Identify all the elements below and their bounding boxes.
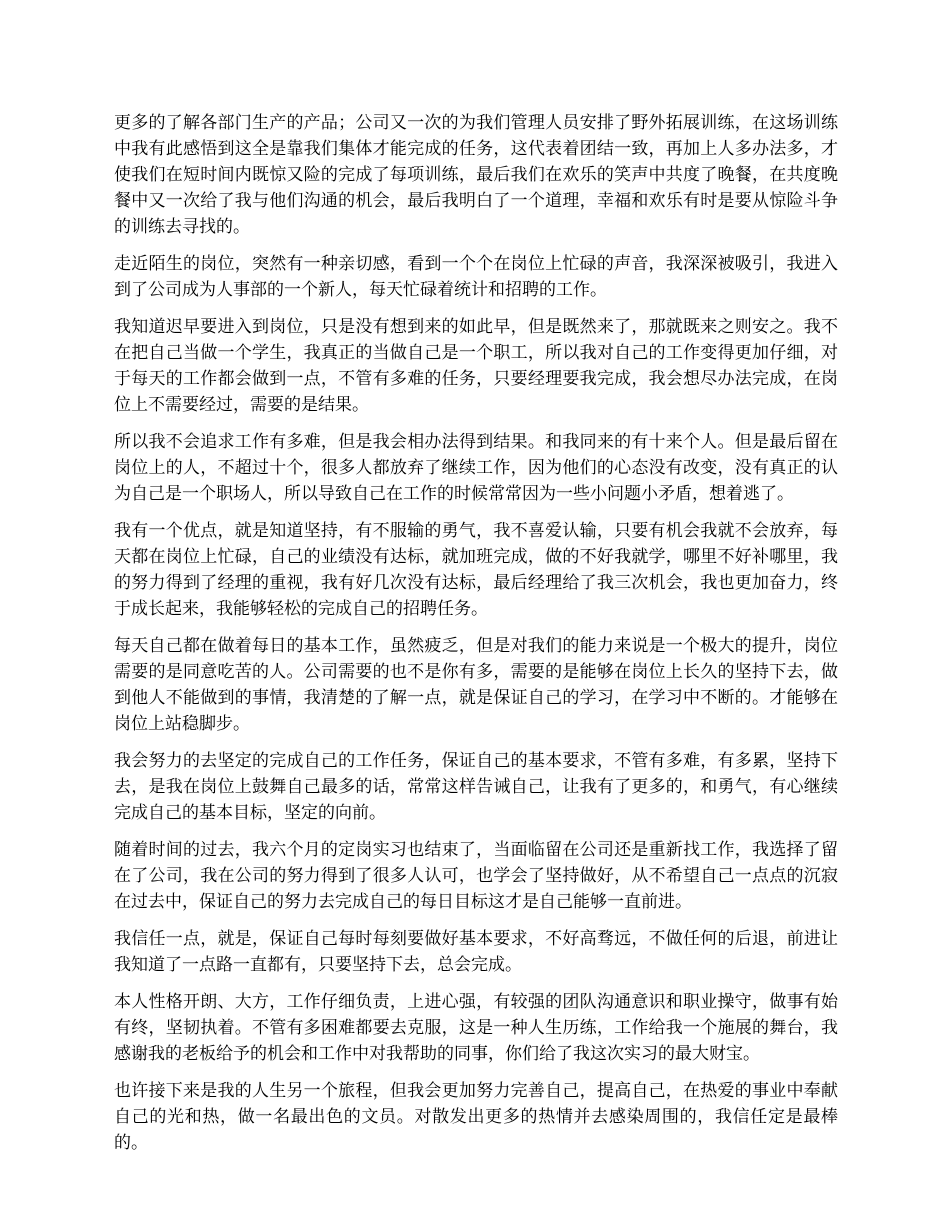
paragraph: 随着时间的过去，我六个月的定岗实习也结束了，当面临留在公司还是重新找工作，我选择了留在了公司，我在公司的努力得到了很多人认可，也学会了坚持做好，从不希望自己一点点的沉寂在过去中，保证自己的努力去完成自己的每日目标这才是自己能够一直前进。: [114, 840, 838, 912]
paragraph: 我知道迟早要进入到岗位，只是没有想到来的如此早，但是既然来了，那就既来之则安之。我不在把自己当做一个学生，我真正的当做自己是一个职工，所以我对自己的工作变得更加仔细，对于每天的工作都会做到一点，不管有多难的任务，只要经理要我完成，我会想尽办法完成，在岗位上不需要经过，需要的是结果。: [114, 317, 838, 415]
paragraph: 所以我不会追求工作有多难，但是我会相办法得到结果。和我同来的有十来个人。但是最后留在岗位上的人，不超过十个，很多人都放弃了继续工作，因为他们的心态没有改变，没有真正的认为自己是一个职场人，所以导致自己在工作的时候常常因为一些小问题小矛盾，想着逃了。: [114, 432, 838, 504]
paragraph: 本人性格开朗、大方，工作仔细负责，上进心强，有较强的团队沟通意识和职业操守，做事有始有终，坚韧执着。不管有多困难都要去克服，这是一种人生历练，工作给我一个施展的舞台，我感谢我的老板给予的机会和工作中对我帮助的同事，你们给了我这次实习的最大财宝。: [114, 992, 838, 1064]
paragraph: 我会努力的去坚定的完成自己的工作任务，保证自己的基本要求，不管有多难，有多累，坚持下去，是我在岗位上鼓舞自己最多的话，常常这样告诫自己，让我有了更多的，和勇气，有心继续完成自己的基本目标，坚定的向前。: [114, 751, 838, 823]
paragraph: 每天自己都在做着每日的基本工作，虽然疲乏，但是对我们的能力来说是一个极大的提升，岗位需要的是同意吃苦的人。公司需要的也不是你有多，需要的是能够在岗位上长久的坚持下去，做到他人不能做到的事情，我清楚的了解一点，就是保证自己的学习，在学习中不断的。才能够在岗位上站稳脚步。: [114, 636, 838, 734]
paragraph: 更多的了解各部门生产的产品；公司又一次的为我们管理人员安排了野外拓展训练，在这场训练中我有此感悟到这全是靠我们集体才能完成的任务，这代表着团结一致，再加上人多办法多，才使我们在短时间内既惊又险的完成了每项训练，最后我们在欢乐的笑声中共度了晚餐，在共度晚餐中又一次给了我与他们沟通的机会，最后我明白了一个道理，幸福和欢乐有时是要从惊险斗争的训练去寻找的。: [114, 113, 838, 237]
paragraph: 走近陌生的岗位，突然有一种亲切感，看到一个个在岗位上忙碌的声音，我深深被吸引，我进入到了公司成为人事部的一个新人，每天忙碌着统计和招聘的工作。: [114, 254, 838, 300]
paragraph: 也许接下来是我的人生另一个旅程，但我会更加努力完善自己，提高自己，在热爱的事业中奉献自己的光和热，做一名最出色的文员。对散发出更多的热情并去感染周围的，我信任定是最棒的。: [114, 1081, 838, 1153]
paragraph: 我有一个优点，就是知道坚持，有不服输的勇气，我不喜爱认输，只要有机会我就不会放弃，每天都在岗位上忙碌，自己的业绩没有达标，就加班完成，做的不好我就学，哪里不好补哪里，我的努力得到了经理的重视，我有好几次没有达标，最后经理给了我三次机会，我也更加奋力，终于成长起来，我能够轻松的完成自己的招聘任务。: [114, 521, 838, 619]
paragraph: 我信任一点，就是，保证自己每时每刻要做好基本要求，不好高骛远，不做任何的后退，前进让我知道了一点路一直都有，只要坚持下去，总会完成。: [114, 929, 838, 975]
document-body: [114, 110, 838, 1167]
